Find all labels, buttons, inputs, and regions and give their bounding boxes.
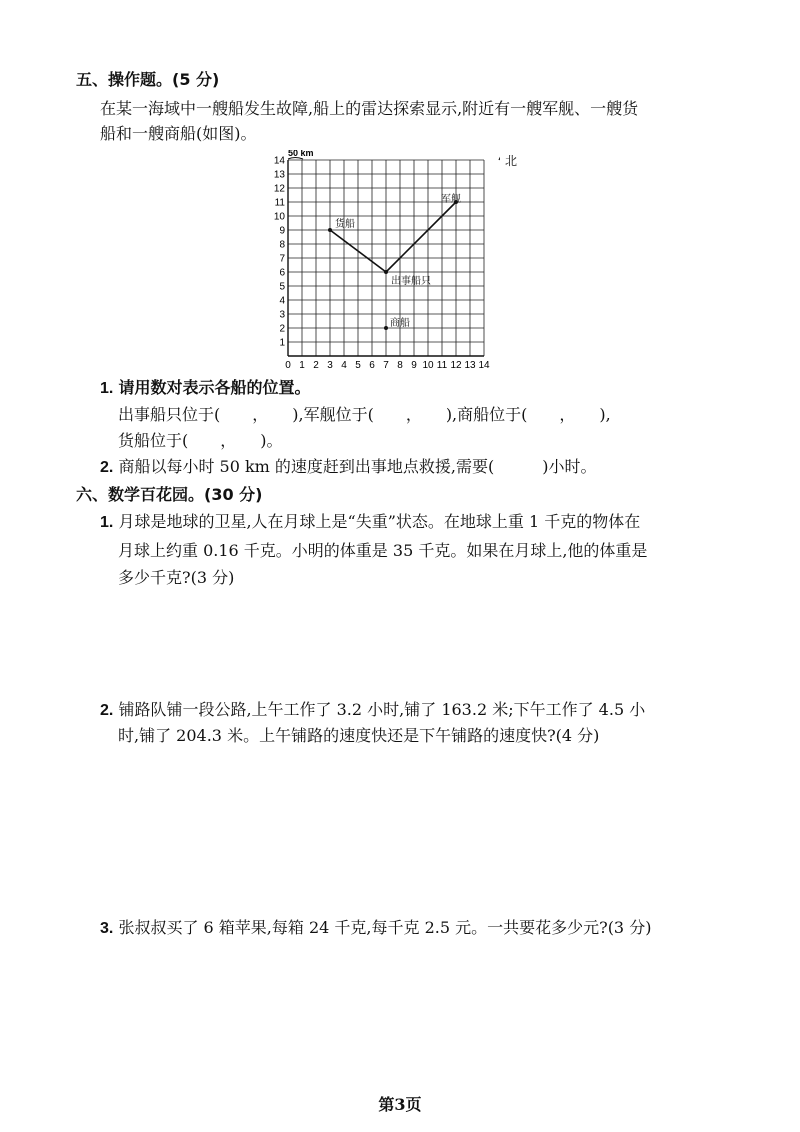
question-6-3: [100, 918, 651, 939]
answer-line-positions-2: 货船位于( ， )。: [118, 431, 283, 450]
question-6-2: [100, 700, 645, 721]
ship-point: [384, 270, 388, 274]
x-tick-label: 1: [299, 360, 305, 371]
y-tick-label: 10: [273, 211, 285, 223]
y-tick-label: 4: [279, 295, 285, 307]
north-arrowhead-icon: [499, 154, 500, 160]
route-warship-to-accident: [386, 202, 456, 272]
x-tick-label: 10: [422, 360, 434, 371]
y-tick-label: 13: [273, 169, 285, 181]
x-tick-label: 7: [383, 360, 389, 371]
question-5-2: [100, 457, 597, 478]
section-5-intro-line2: 船和一艘商船(如图)。: [100, 124, 257, 143]
ship-label: 军舰: [441, 194, 461, 205]
x-tick-labels: [285, 360, 490, 371]
x-tick-label: 4: [341, 360, 347, 371]
question-number: 3.: [100, 920, 114, 937]
page-number: 第3页: [378, 1095, 422, 1114]
question-6-2-line2: 时,铺了 204.3 米。上午铺路的速度快还是下午铺路的速度快?(4 分): [118, 726, 600, 745]
question-5-1: [100, 378, 310, 399]
question-number: 2.: [100, 702, 114, 719]
question-6-1-line2: 月球上约重 0.16 千克。小明的体重是 35 千克。如果在月球上,他的体重是: [118, 541, 648, 560]
question-number: 1.: [100, 514, 114, 531]
y-tick-label: 3: [279, 309, 285, 321]
y-tick-label: 1: [279, 337, 285, 349]
north-label: 北: [505, 154, 518, 168]
question-text-line1: 月球是地球的卫星,人在月球上是“失重”状态。在地球上重 1 千克的物体在: [118, 512, 641, 531]
ship-markers: [328, 193, 461, 330]
x-tick-label: 5: [355, 360, 361, 371]
scale-label: 50 km: [288, 150, 314, 158]
ship-label: 商船: [390, 318, 410, 329]
section-5-intro-line1: 在某一海域中一艘船发生故障,船上的雷达探索显示,附近有一艘军舰、一艘货: [100, 99, 639, 118]
ship-point: [384, 326, 388, 330]
x-tick-label: 13: [464, 360, 476, 371]
question-text: 张叔叔买了 6 箱苹果,每箱 24 千克,每千克 2.5 元。一共要花多少元?(3 分): [118, 918, 652, 937]
x-tick-label: 2: [313, 360, 319, 371]
y-tick-label: 6: [279, 267, 285, 279]
x-tick-label: 3: [327, 360, 333, 371]
y-tick-label: 11: [274, 197, 285, 209]
coordinate-grid-figure: [270, 150, 500, 372]
route-lines: [330, 202, 456, 272]
x-tick-label: 9: [411, 360, 417, 371]
y-tick-label: 7: [279, 253, 285, 265]
x-tick-label: 8: [397, 360, 403, 371]
question-6-1-line3: 多少千克?(3 分): [118, 568, 235, 587]
x-tick-label: 12: [450, 360, 462, 371]
question-text: 商船以每小时 50 km 的速度赶到出事地点救援,需要( )小时。: [118, 457, 597, 476]
y-tick-label: 14: [273, 155, 285, 167]
y-tick-label: 8: [279, 239, 285, 251]
section-5-title: 五、操作题。(5 分): [76, 70, 220, 89]
y-tick-label: 9: [279, 225, 285, 237]
question-6-1: [100, 512, 640, 533]
x-tick-label: 11: [436, 360, 448, 371]
y-tick-label: 2: [279, 323, 285, 335]
question-text: 请用数对表示各船的位置。: [118, 378, 311, 397]
y-tick-labels: [274, 156, 286, 349]
question-text-line1: 铺路队铺一段公路,上午工作了 3.2 小时,铺了 163.2 米;下午工作了 4.5 小: [118, 700, 646, 719]
ship-point: [328, 228, 332, 232]
question-number: 1.: [100, 380, 114, 397]
x-tick-label: 0: [285, 360, 291, 371]
answer-line-positions-1: 出事船只位于( ， ),军舰位于( ， ),商船位于( ， ),: [118, 405, 611, 424]
ship-label: 出事船只: [391, 276, 431, 287]
section-6-title: 六、数学百花园。(30 分): [76, 485, 263, 504]
x-tick-label: 6: [369, 360, 375, 371]
x-tick-label: 14: [478, 360, 490, 371]
question-number: 2.: [100, 459, 114, 476]
y-tick-label: 12: [273, 183, 285, 195]
ship-label: 货船: [335, 219, 355, 230]
y-tick-label: 5: [279, 281, 285, 293]
